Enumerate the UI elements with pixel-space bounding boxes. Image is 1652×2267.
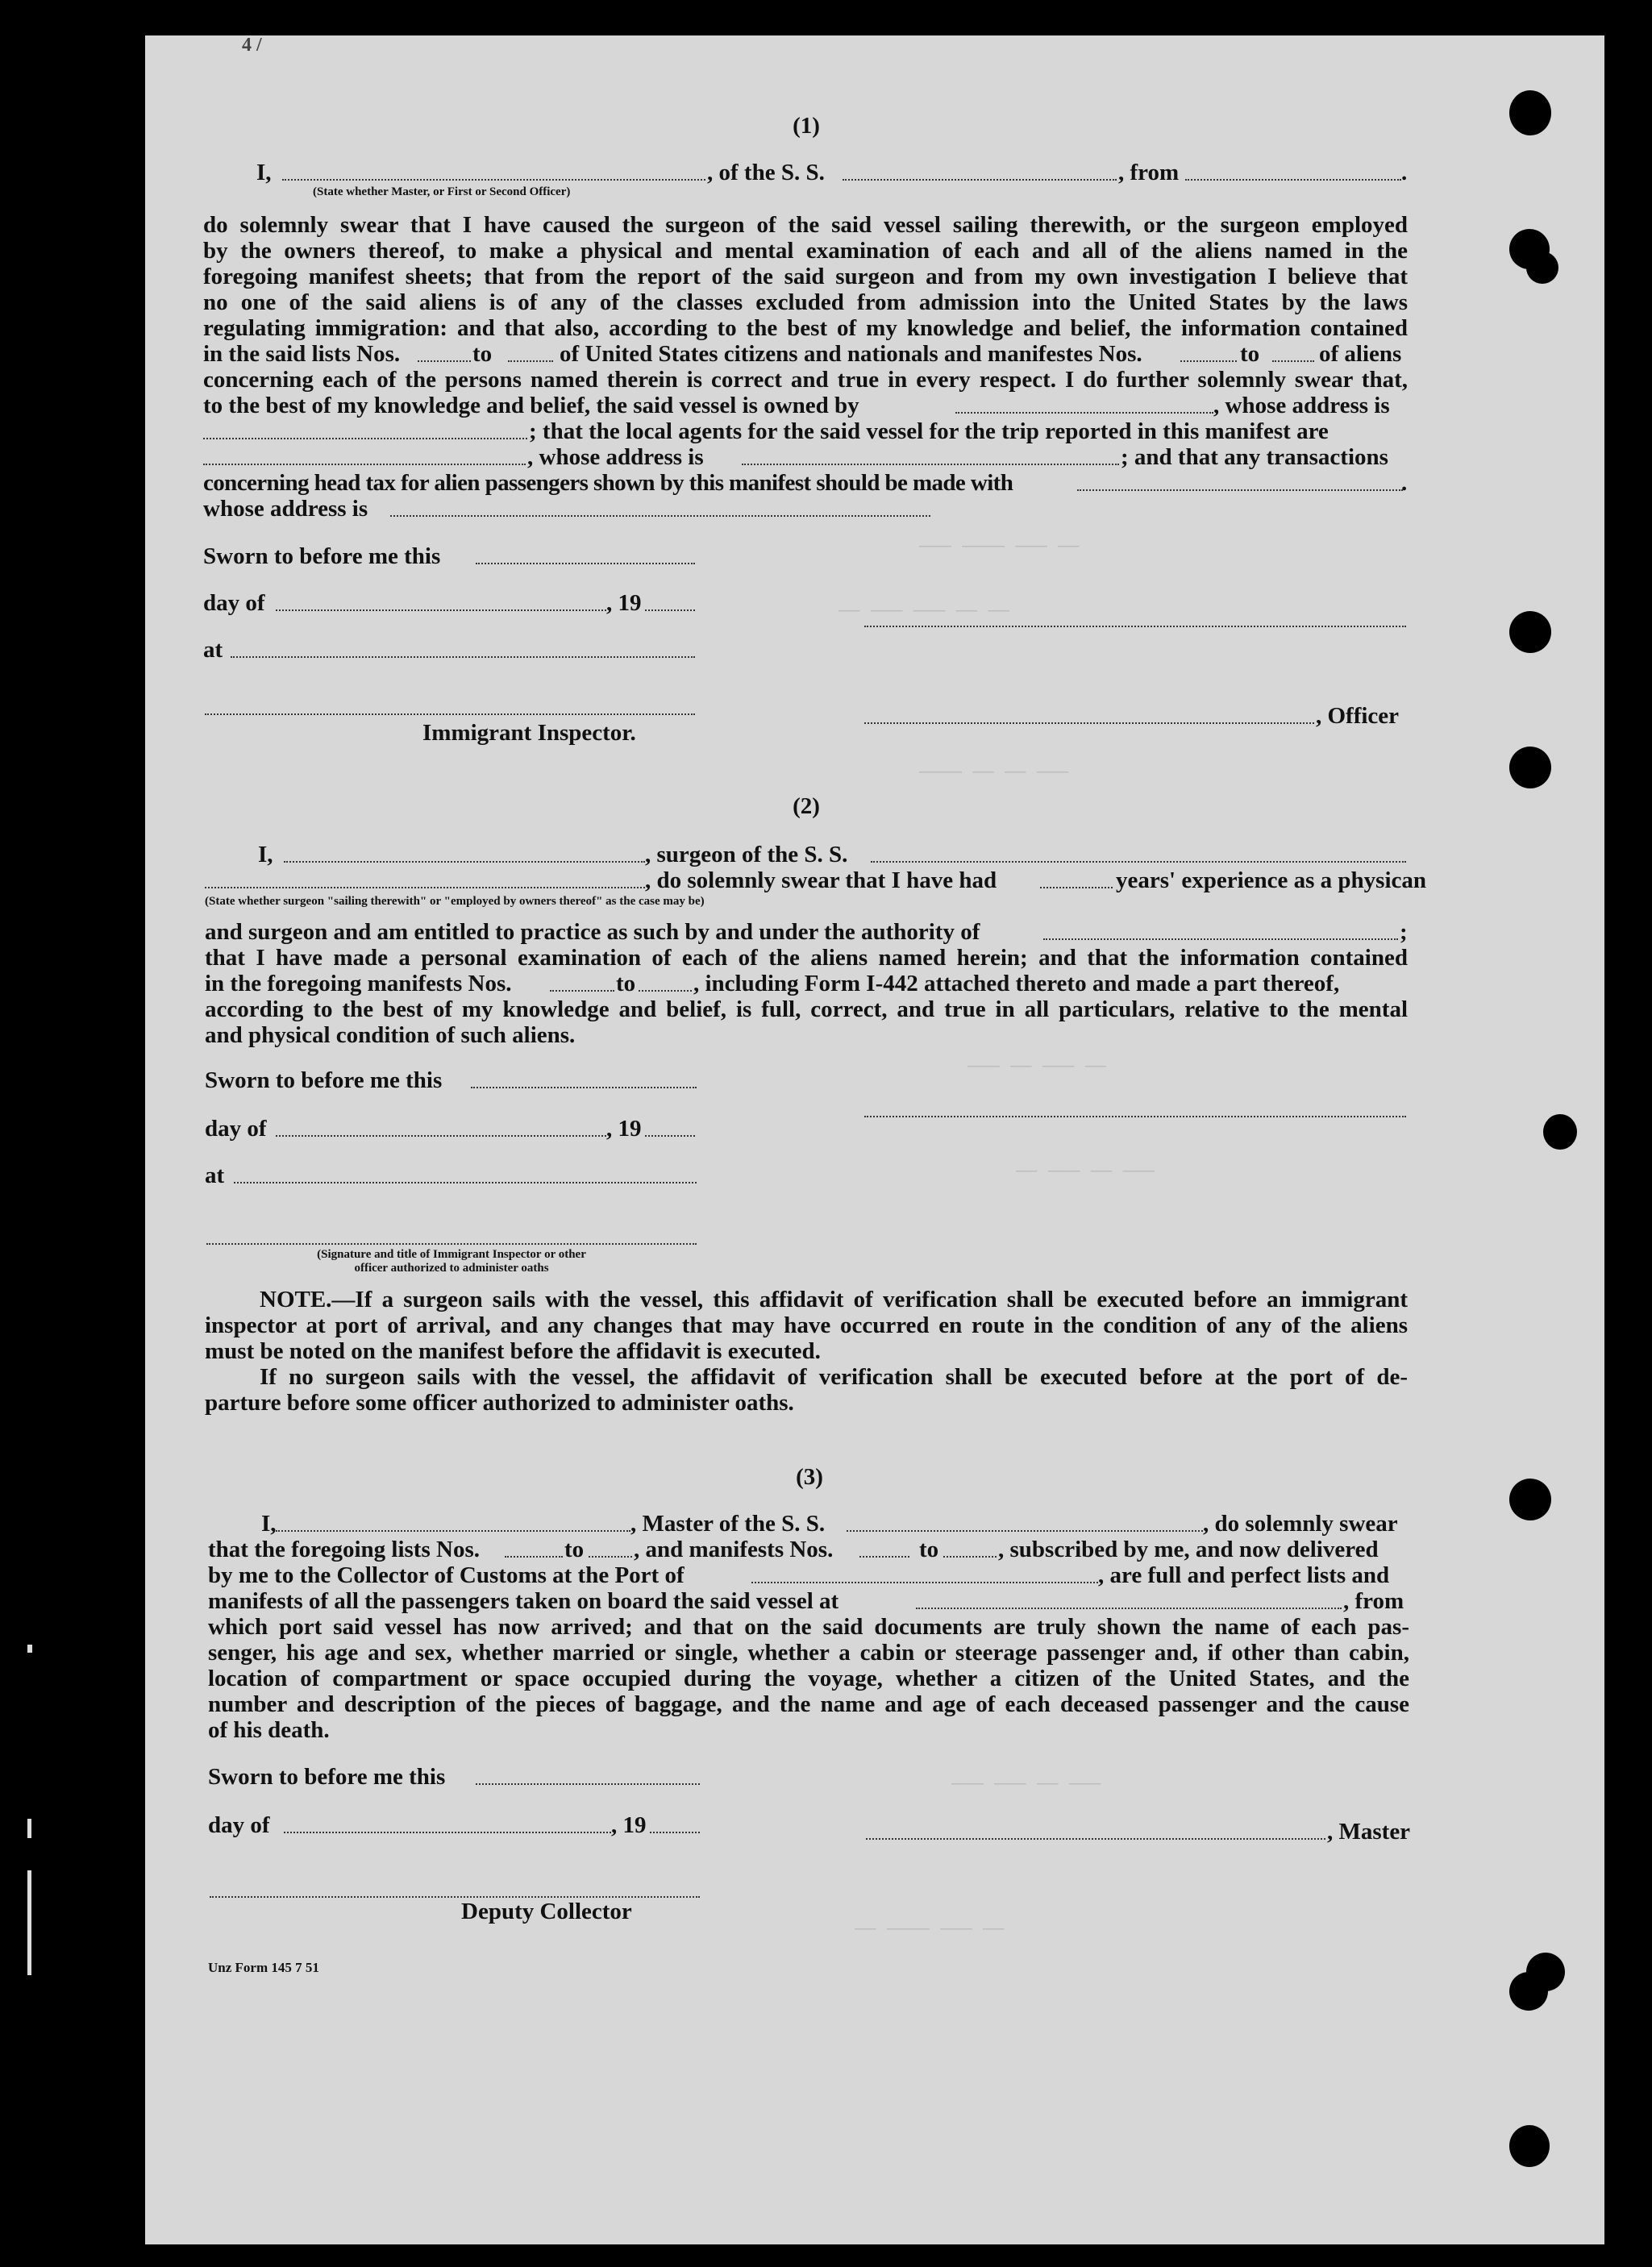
boarding-port-field[interactable] xyxy=(916,1608,1342,1609)
collector-label: by me to the Collector of Customs at the Port of xyxy=(208,1562,685,1588)
manifest-from-field[interactable] xyxy=(550,990,614,992)
sworn-month-field[interactable] xyxy=(276,1135,606,1137)
form-i442-label: , including Form I-442 attached thereto and made a part thereof, xyxy=(693,971,1340,996)
address-label: , whose address is xyxy=(527,444,704,470)
sworn-day-field[interactable] xyxy=(476,563,695,564)
to-label: to xyxy=(472,341,493,367)
agents-address-field[interactable] xyxy=(742,464,1119,465)
year-label: , 19 xyxy=(611,1812,647,1838)
sworn-day-field[interactable] xyxy=(476,1783,700,1785)
manifest-to-field[interactable] xyxy=(943,1556,997,1558)
punch-hole xyxy=(1509,747,1551,788)
sworn-year-field[interactable] xyxy=(645,1135,695,1137)
deputy-collector-title: Deputy Collector xyxy=(461,1899,632,1924)
body-line: concerning each of the persons named therein is correct and true in every respect. I do further solemnly swear that, xyxy=(203,367,1408,393)
note-line: If no surgeon sails with the vessel, the affidavit of verification shall be executed before at the port of de- xyxy=(260,1364,1408,1390)
period: . xyxy=(1401,160,1408,185)
officer-rank-field[interactable] xyxy=(282,179,705,181)
surgeon-vessel-label: , surgeon of the S. S. xyxy=(645,842,848,867)
years-experience-field[interactable] xyxy=(1040,887,1113,888)
officer-rank-note: (State whether Master, or First or Second Officer) xyxy=(313,185,571,198)
list-to-field[interactable] xyxy=(589,1556,632,1558)
manifests-label: in the foregoing manifests Nos. xyxy=(205,971,512,996)
punch-hole xyxy=(1543,1114,1577,1150)
body-line: no one of the said aliens is of any of the classes excluded from admission into the United States by the laws xyxy=(203,289,1408,315)
punch-hole xyxy=(1509,90,1551,135)
subscribed-label: , subscribed by me, and now delivered xyxy=(998,1537,1379,1562)
lists-label: that the foregoing lists Nos. xyxy=(208,1537,480,1562)
officer-signature-line-1[interactable] xyxy=(864,626,1406,627)
master-vessel-label: , Master of the S. S. xyxy=(630,1511,826,1537)
edge-mark xyxy=(27,1645,32,1653)
period: . xyxy=(1401,470,1408,496)
body-line: and physical condition of such aliens. xyxy=(205,1022,576,1048)
from-label: , from xyxy=(1343,1588,1404,1614)
to-label: to xyxy=(564,1537,585,1562)
to-label: to xyxy=(1240,341,1260,367)
note-line: inspector at port of arrival, and any changes that may have occurred en route in the condition of any of the aliens xyxy=(205,1312,1408,1338)
oath-lead: I, xyxy=(258,842,273,867)
body-line: that I have made a personal examination of each of the aliens named herein; and that the information contained xyxy=(205,945,1408,971)
owned-by-label: to the best of my knowledge and belief, the said vessel is owned by xyxy=(203,393,859,418)
oath-lead: I, xyxy=(256,160,272,185)
section-number: (3) xyxy=(796,1464,823,1490)
bleed-through-text: –—— ———— ——— —— xyxy=(919,536,1080,556)
oath-lead: I, xyxy=(261,1511,277,1537)
transactions-label: ; and that any transactions xyxy=(1121,444,1388,470)
bleed-through-text: ——— —— ——— —— xyxy=(967,1056,1107,1076)
at-label: at xyxy=(203,637,223,663)
semicolon: ; xyxy=(1400,919,1408,945)
body-line: location of compartment or space occupied during the voyage, whether a citizen of the United States, and the xyxy=(208,1666,1409,1691)
manifests-label: of United States citizens and nationals and manifestes Nos. xyxy=(560,341,1142,367)
owner-field[interactable] xyxy=(955,412,1213,414)
inspector-title: Immigrant Inspector. xyxy=(422,720,636,746)
signature-note: (Signature and title of Immigrant Inspector or other xyxy=(317,1248,586,1261)
sworn-month-field[interactable] xyxy=(276,609,606,611)
edge-mark xyxy=(27,1819,31,1838)
edge-mark xyxy=(27,1870,31,1975)
from-label: , from xyxy=(1118,160,1180,185)
note-line: NOTE.—If a surgeon sails with the vessel, this affidavit of verification shall be executed before an immigrant xyxy=(260,1287,1408,1312)
bleed-through-text: —— ———— ——— —— xyxy=(855,1919,1005,1939)
punch-hole xyxy=(1526,252,1558,284)
local-agents-field[interactable] xyxy=(203,464,526,465)
year-label: , 19 xyxy=(606,1116,642,1142)
vessel-label: , of the S. S. xyxy=(707,160,825,185)
owner-address-field[interactable] xyxy=(203,438,527,439)
surgeon-status-note: (State whether surgeon "sailing therewith" or "employed by owners thereof" as the case may be) xyxy=(205,895,705,908)
bleed-through-text: —— ——— —— ——— xyxy=(1016,1161,1155,1181)
head-tax-address-field[interactable] xyxy=(390,515,930,517)
year-label: , 19 xyxy=(606,590,642,616)
aliens-label: of aliens xyxy=(1319,341,1402,367)
head-tax-label: concerning head tax for alien passengers shown by this manifest should be made with xyxy=(203,470,1013,496)
manifests-label: manifests of all the passengers taken on board the said vessel at xyxy=(208,1588,839,1614)
master-vessel-field[interactable] xyxy=(847,1530,1203,1532)
official-signature-line[interactable] xyxy=(206,1243,697,1245)
punch-hole xyxy=(1509,611,1551,653)
officer-title: , Officer xyxy=(1316,703,1400,729)
body-line: do solemnly swear that I have caused the surgeon of the said vessel sailing therewith, or the surgeon employed xyxy=(203,212,1408,238)
signature-note: officer authorized to administer oaths xyxy=(354,1262,549,1275)
surgeon-name-field[interactable] xyxy=(284,861,645,863)
body-line: foregoing manifest sheets; that from the report of the said surgeon and from my own investigation I believe that xyxy=(203,264,1408,289)
alien-manifest-from-field[interactable] xyxy=(1180,360,1237,362)
swear-label: , do solemnly swear xyxy=(1203,1511,1398,1537)
day-of-label: day of xyxy=(205,1116,267,1142)
at-label: at xyxy=(205,1163,225,1188)
inspector-signature-line[interactable] xyxy=(205,713,695,715)
address-label: , whose address is xyxy=(1213,393,1390,418)
swear-label: , do solemnly swear that I have had xyxy=(645,867,997,893)
to-label: to xyxy=(919,1537,939,1562)
citizen-list-from-field[interactable] xyxy=(418,360,471,362)
section-number: (1) xyxy=(793,113,820,139)
note-line: must be noted on the manifest before the affidavit is executed. xyxy=(205,1338,821,1364)
sworn-place-field[interactable] xyxy=(231,656,695,658)
body-line: by the owners thereof, to make a physical and mental examination of each and all of the aliens named in the xyxy=(203,238,1408,264)
port-field[interactable] xyxy=(751,1582,1098,1583)
punch-hole xyxy=(1509,2125,1550,2167)
body-line: of his death. xyxy=(208,1717,330,1743)
sworn-day-field[interactable] xyxy=(471,1087,697,1088)
alien-manifest-to-field[interactable] xyxy=(1272,360,1314,362)
sworn-label: Sworn to before me this xyxy=(205,1067,443,1093)
sworn-place-field[interactable] xyxy=(234,1182,697,1183)
officer-signature-line-2[interactable] xyxy=(864,722,1314,724)
citizen-list-to-field[interactable] xyxy=(508,360,553,362)
body-line: senger, his age and sex, whether married or single, whether a cabin or steerage passenger and, if other than cabin, xyxy=(208,1640,1409,1666)
bleed-through-text: ———— —— —— ——— xyxy=(919,762,1069,782)
sworn-year-field[interactable] xyxy=(650,1832,700,1833)
form-number: Unz Form 145 7 51 xyxy=(208,1960,319,1975)
master-name-field[interactable] xyxy=(276,1530,630,1532)
local-agents-label: ; that the local agents for the said vessel for the trip reported in this manifest are xyxy=(529,418,1329,444)
collector-signature-line[interactable] xyxy=(210,1896,700,1898)
sworn-label: Sworn to before me this xyxy=(203,543,441,569)
note-line: parture before some officer authorized to administer oaths. xyxy=(205,1390,794,1416)
manifest-to-field[interactable] xyxy=(639,990,692,992)
authority-field[interactable] xyxy=(1043,938,1398,940)
head-tax-party-field[interactable] xyxy=(1077,489,1403,491)
body-line: according to the best of my knowledge and belief, is full, correct, and true in all particulars, relative to the mental xyxy=(205,996,1408,1022)
departure-port-field[interactable] xyxy=(1185,179,1401,181)
to-label: to xyxy=(616,971,636,996)
body-line: number and description of the pieces of baggage, and the name and age of each deceased passenger and the cause xyxy=(208,1691,1409,1717)
sworn-year-field[interactable] xyxy=(645,609,695,611)
bleed-through-text: ——— ——— —— ——— xyxy=(951,1774,1101,1794)
full-lists-label: , are full and perfect lists and xyxy=(1098,1562,1390,1588)
section-number: (2) xyxy=(793,793,820,819)
authority-label: and surgeon and am entitled to practice as such by and under the authority of xyxy=(205,919,980,945)
master-signature-line[interactable] xyxy=(866,1838,1325,1840)
punch-hole xyxy=(1509,1972,1548,2011)
address-label: whose address is xyxy=(203,496,368,522)
body-line: which port said vessel has now arrived; and that on the said documents are truly shown the name of each pas- xyxy=(208,1614,1409,1640)
surgeon-status-field[interactable] xyxy=(205,887,645,888)
sworn-label: Sworn to before me this xyxy=(208,1764,446,1790)
punch-hole xyxy=(1509,1479,1551,1520)
corner-mark: 4 / xyxy=(242,35,262,56)
experience-label: years' experience as a physican xyxy=(1116,867,1427,893)
day-of-label: day of xyxy=(203,590,265,616)
list-from-field[interactable] xyxy=(505,1556,563,1558)
bleed-through-text: —— ——— ——— —— —— xyxy=(838,601,1009,621)
sworn-month-field[interactable] xyxy=(284,1832,611,1833)
surgeon-vessel-field[interactable] xyxy=(871,861,1406,863)
day-of-label: day of xyxy=(208,1812,270,1838)
master-title: , Master xyxy=(1327,1819,1411,1845)
surgeon-signature-line[interactable] xyxy=(864,1116,1406,1117)
lists-label: in the said lists Nos. xyxy=(203,341,401,367)
manifest-from-field[interactable] xyxy=(859,1556,909,1558)
body-line: regulating immigration: and that also, according to the best of my knowledge and belief, the information contained xyxy=(203,315,1408,341)
vessel-name-field[interactable] xyxy=(843,179,1117,181)
manifests-label: , and manifests Nos. xyxy=(634,1537,834,1562)
